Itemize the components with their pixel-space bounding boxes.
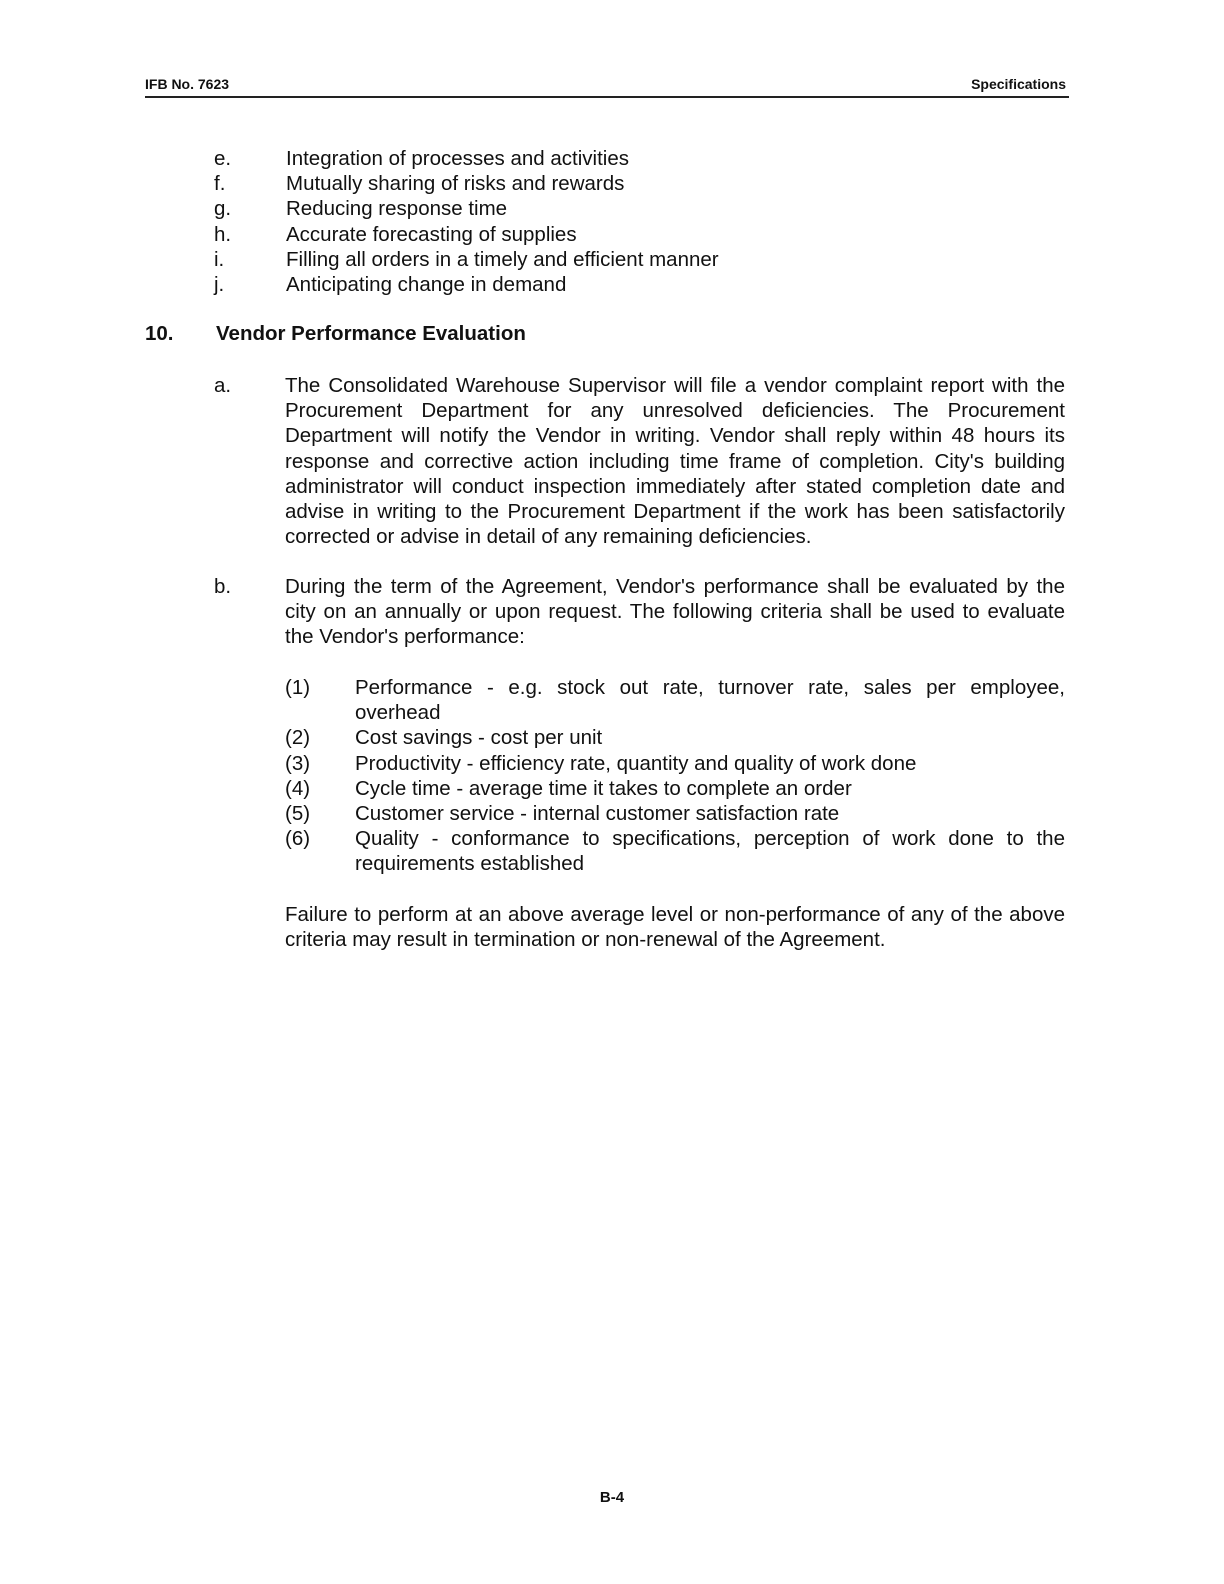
criteria-item <box>285 725 1065 750</box>
page-header <box>145 76 1069 98</box>
section-title: Vendor Performance Evaluation <box>216 322 526 345</box>
criteria-text: Cycle time - average time it takes to complete an order <box>355 776 852 800</box>
criteria-label: (5) <box>285 802 311 826</box>
criteria-item <box>285 801 1065 826</box>
paragraph-a-label: a. <box>214 374 232 397</box>
section-number: 10. <box>145 322 174 345</box>
criteria-label: (2) <box>285 726 311 750</box>
criteria-item <box>285 751 1065 776</box>
list-item-text: Mutually sharing of risks and rewards <box>286 172 625 196</box>
list-item-label: f. <box>214 172 226 196</box>
list-item-label: h. <box>214 222 232 246</box>
criteria-text: Cost savings - cost per unit <box>355 726 603 750</box>
list-item <box>214 247 1074 272</box>
criteria-label: (3) <box>285 751 311 775</box>
list-item-label: i. <box>214 247 225 271</box>
criteria-label: (1) <box>285 676 311 699</box>
list-item-text: Anticipating change in demand <box>286 272 567 296</box>
list-item-text: Integration of processes and activities <box>286 147 629 170</box>
list-item <box>214 146 1074 171</box>
list-item <box>214 272 1074 297</box>
criteria-text: Performance - e.g. stock out rate, turnover rate, sales per employee, overhead <box>355 676 1065 725</box>
paragraph-a-text: The Consolidated Warehouse Supervisor will file a vendor complaint report with the Procurement Department for any unresolved deficiencies. The Procurement Department will notify the Vendor in writing. Vendor shall reply within 48 hours its response and corrective action including time frame of completion. City's building administrator will conduct inspection immediately after stated completion date and advise in writing to the Procurement Department if the work has been satisfactorily corrected or advise in detail of any remaining deficiencies. <box>285 374 1065 549</box>
list-item <box>214 222 1074 247</box>
closing-paragraph: Failure to perform at an above average level or non-performance of any of the above criteria may result in termination or non-renewal of the Agreement. <box>285 903 1065 952</box>
criteria-list <box>285 675 1065 877</box>
requirements-list <box>214 146 1074 297</box>
list-item <box>214 171 1074 196</box>
paragraph-b-text: During the term of the Agreement, Vendor's performance shall be evaluated by the city on an annually or upon request. The following criteria shall be used to evaluate the Vendor's performance: <box>285 575 1065 649</box>
page-number: B-4 <box>599 1489 625 1506</box>
ifb-number: IFB No. 7623 <box>145 76 230 92</box>
criteria-item <box>285 776 1065 801</box>
criteria-item <box>285 826 1065 876</box>
list-item-label: g. <box>214 197 232 221</box>
list-item-text: Accurate forecasting of supplies <box>286 222 577 246</box>
criteria-text: Quality - conformance to specifications, perception of work done to the requirements established <box>355 827 1065 876</box>
criteria-item <box>285 675 1065 725</box>
paragraph-b-label: b. <box>214 575 232 598</box>
list-item-text: Filling all orders in a timely and efficient manner <box>286 247 719 271</box>
header-section-name: Specifications <box>971 76 1066 92</box>
list-item <box>214 196 1074 221</box>
criteria-text: Productivity - efficiency rate, quantity and quality of work done <box>355 751 917 775</box>
list-item-label: e. <box>214 147 232 170</box>
criteria-label: (6) <box>285 827 311 851</box>
list-item-label: j. <box>214 272 225 296</box>
criteria-label: (4) <box>285 776 311 800</box>
criteria-text: Customer service - internal customer satisfaction rate <box>355 802 840 826</box>
list-item-text: Reducing response time <box>286 197 508 221</box>
